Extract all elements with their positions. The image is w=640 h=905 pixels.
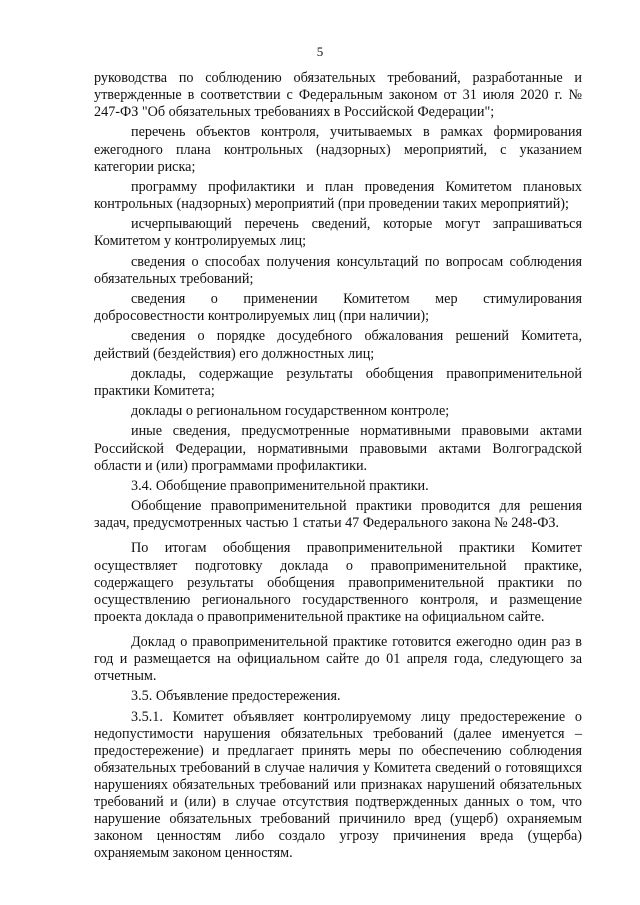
paragraph-report-schedule: Доклад о правоприменительной практике готовится ежегодно один раз в год и размещается на официальном сайте до 01 апреля года, следующего за отчетным. xyxy=(94,633,582,685)
paragraph-control-objects: перечень объектов контроля, учитываемых в рамках формирования ежегодного плана контрольных (надзорных) мероприятий, с указанием категории риска; xyxy=(94,124,582,175)
paragraph-3-5-1: 3.5.1. Комитет объявляет контролируемому лицу предостережение о недопустимости нарушения обязательных требований (далее именуется – предостережение) и предлагает принять меры по обеспечению соблюдения обязательных требований в случае наличия у Комитета сведений о готовящихся нарушениях обязательных требований или признаках нарушений обязательных требований и (или) в случае отсутствия подтвержденных данных о том, что нарушение обязательных требований причинило вред (ущерб) охраняемым законом ценностям либо создало угрозу причинения вреда (ущерба) охраняемым законом ценностям. xyxy=(94,708,582,862)
section-heading-3-5: 3.5. Объявление предостережения. xyxy=(131,688,341,705)
paragraph-practice-reports: доклады, содержащие результаты обобщения правоприменительной практики Комитета; xyxy=(94,365,582,399)
paragraph-requested-info: исчерпывающий перечень сведений, которые могут запрашиваться Комитетом у контролируемых лиц; xyxy=(94,216,582,250)
paragraph-consultations: сведения о способах получения консультаций по вопросам соблюдения обязательных требований; xyxy=(94,253,582,287)
paragraph-report-preparation: По итогам обобщения правоприменительной практики Комитет осуществляет подготовку доклада о правоприменительной практике, содержащего результаты обобщения правоприменительной практики по осуществлению регионального государственного контроля, и размещение проекта доклада о правоприменительной практике на официальном сайте. xyxy=(94,540,582,625)
paragraph-control-reports: доклады о региональном государственном контроле; xyxy=(131,403,450,420)
paragraph-practice-summary: Обобщение правоприменительной практики проводится для решения задач, предусмотренных частью 1 статьи 47 Федерального закона № 248-ФЗ. xyxy=(94,498,582,532)
paragraph-appeals: сведения о порядке досудебного обжалования решений Комитета, действий (бездействия) его должностных лиц; xyxy=(94,328,582,362)
paragraph-other-info: иные сведения, предусмотренные нормативными правовыми актами Российской Федерации, нормативными правовыми актами Волгоградской области и (или) программами профилактики. xyxy=(94,423,582,474)
section-heading-3-4: 3.4. Обобщение правоприменительной практики. xyxy=(131,477,429,494)
paragraph-incentives: сведения о применении Комитетом мер стимулирования добросовестности контролируемых лиц (при наличии); xyxy=(94,291,582,325)
page-number: 5 xyxy=(316,44,324,59)
paragraph-prevention-program: программу профилактики и план проведения Комитетом плановых контрольных (надзорных) мероприятий (при проведении таких мероприятий); xyxy=(94,178,582,213)
paragraph-guidance: руководства по соблюдению обязательных требований, разработанные и утвержденные в соответствии с Федеральным законом от 31 июля 2020 г. № 247-ФЗ "Об обязательных требованиях в Российской Федерации"; xyxy=(94,70,582,121)
document-body xyxy=(94,70,582,866)
